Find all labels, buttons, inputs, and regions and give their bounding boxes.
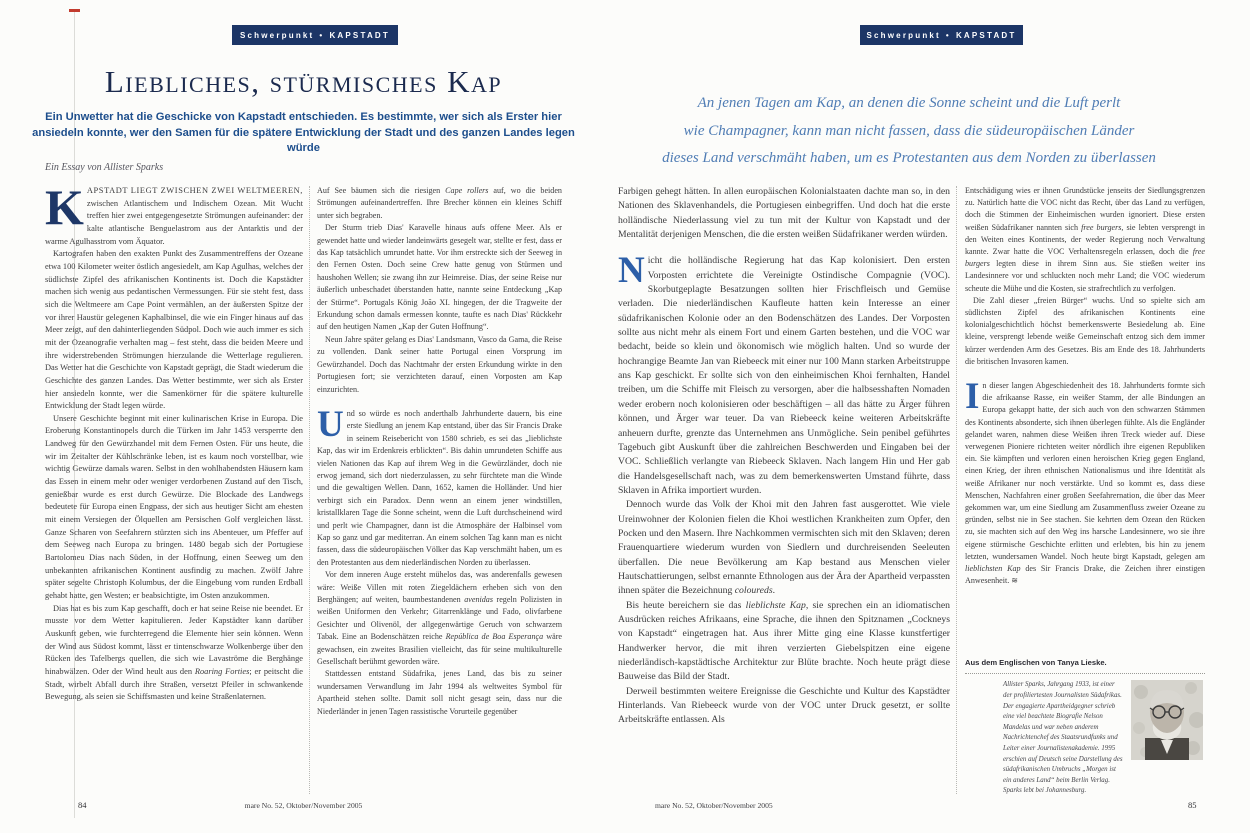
paragraph: Der Sturm trieb Dias' Karavelle hinaus aufs offene Meer. Als er gewendet hatte und wieder landeinwärts gesegelt war, stellte er fest, dass er das Kap tatsächlich umrundet hatte. Vor ihm erstreckte sich der Seeweg in den Fernen Osten. Doch seine Crew hatte genug von Stürmen und haushohen Wellen; sie zwang ihn zur Heimreise. Dias, der seine Reise nur äußerlich unbeschadet überstanden hatte, nannte seine Entdeckung „Kap der Stürme“. Portugals König João XI. hingegen, der die Tragweite der Erkundung schon damals ermessen konnte, taufte es nach Dias' Rückkehr auf den heutigen Namen „Kap der Guten Hoffnung“.	[317, 223, 562, 332]
text-line: dieses Land verschmäht haben, um es Protestanten aus dem Norden zu überlassen	[662, 150, 1156, 166]
lead-in-caps: APSTADT LIEGT ZWISCHEN ZWEI WELTMEEREN,	[86, 186, 303, 195]
paragraph: Neun Jahre später gelang es Dias' Landsmann, Vasco da Gama, die Reise zu vollenden. Dank seiner hatte Portugal einen Vorsprung im Gewürzhandel. Doch das Nachtmahr der ersten Erkundung wirkte in den Portugiesen fort; sie verzichteten darauf, einen Vorposten am Kap einzurichten.	[317, 334, 562, 394]
author-bio-text: Allister Sparks, Jahrgang 1933, ist einer der profiliertesten Journalisten Südafrikas. Der engagierte Apartheidgegner schrieb eine viel beachtete Biografie Nelson Mandelas und war neben anderem Nachrichtenchef des Staatsrundfunks und Leiter einer Journalistenakademie. 1995 erschien auf Deutsch seine Darstellung des südafrikanischen Umbruchs „Morgen ist ein anderes Land“ beim Berlin Verlag. Sparks lebt bei Johannesburg.	[1003, 681, 1123, 795]
author-photo	[1131, 680, 1203, 760]
paragraph: Die Zahl dieser „freien Bürger“ wuchs. Und so spielte sich am südlichsten Zipfel des afrikanischen Kontinents eine kolonialgeschichtlich höchst bemerkenswerte Besiedelung ab. Eine kleine, versprengt lebende weiße Gemeinschaft entzog sich dem immer kürzer werdenden Arm des Gesetzes. Bis am Ende des 18. Jahrhunderts die britischen Invasoren kamen.	[965, 295, 1205, 366]
right-page-column-2	[965, 185, 1205, 797]
bio-divider-rule	[965, 673, 1205, 674]
section-chip-pre: Schwerpunkt	[239, 30, 315, 40]
text-line: Ein Unwetter hat die Geschicke von Kapstadt entschieden. Es bestimmte, wer sich als Erster hier	[45, 111, 562, 123]
translation-credit: Aus dem Englischen von Tanya Lieske.	[965, 658, 1107, 668]
paragraph: Auf See bäumen sich die riesigen Cape rollers auf, wo die beiden Strömungen aufeinandertreffen. Ihre Brecher können ein kleines Schiff unter sich begraben.	[317, 186, 562, 220]
paragraph: Derweil bestimmten weitere Ereignisse die Geschichte und Kultur des Kapstädter Hinterlands. Van Riebeeck wurde von der VOC unter Druck gesetzt, er sollte Arbeitskräfte entlassen. Als	[618, 685, 950, 726]
author-bio-block	[965, 680, 1205, 797]
paragraph: Entschädigung wies er ihnen Grundstücke jenseits der Siedlungsgrenzen zu. Natürlich hatte die VOC nicht das Recht, über das Land zu verfügen, doch die Stimmen der Einheimischen wurden ignoriert. Diese ersten weißen Südafrikaner nannten sich free burgers, sie lebten versprengt in den Weiten eines Kontinents, der weder Regierung noch Verwaltung kannte. Zwar hatte die VOC Verhaltensregeln erlassen, doch die free burgers legten diese in ihrem Sinn aus. Sie stießen weiter ins Landesinnere vor und schluckten noch mehr Land; die VOC wiederum scheute die Mühe und die Kosten, sie strafrechtlich zu verfolgen.	[965, 186, 1205, 293]
article-tail	[965, 657, 1205, 797]
right-page-column-2-text	[965, 185, 1205, 588]
section-chip-pre: Schwerpunkt	[866, 30, 941, 40]
paragraph: In dieser langen Abgeschiedenheit des 18. Jahrhunderts formte sich die afrikaanse Rasse, ein weißer Stamm, der alle Bindungen an Europa gekappt hatte, der sich auch von den schwarzen Stämmen des Kontinents absonderte, sich ihnen überlegen fühlte. Als die Engländer gelandet waren, nahmen diese Weißen ihren Treck wieder auf. Diese verwegenen Pioniere richteten weiter nördlich ihre eigenen Republiken ein. Sie kämpften und verloren einen heroischen Krieg gegen England, einen Krieg, der ihren ethnischen Nationalismus und ihre Identität als weiße Afrikaner nur noch verstärkte. Und so kommt es, dass diese Menschen, Nachfahren einer großen Seefahrernation, die über das Meer gekommen war, um eine Siedlung am Zusammenfluss zweier Ozeane zu gründen, selbst nie in See stachen. Sie kehrten dem Ozean den Rücken zu, sie machten sich auf den Weg ins harsche Landesinnere, wo sie ihre eigene stürmische Geschichte erlitten und erlebten, bis hin zu jenem letzten, wundersamen Wandel. Noch heute birgt Kapstadt, gelegen am lieblichsten Kap des Sir Francis Drake, die Zeichen ihrer einstigen Anwesenheit. ≋	[965, 376, 1205, 586]
section-chip-bullet-icon: •	[319, 30, 325, 40]
footer-left: mare No. 52, Oktober/November 2005	[244, 801, 363, 810]
text-line: würde	[287, 142, 320, 154]
text-line: An jenen Tagen am Kap, an denen die Sonne scheint und die Luft perlt	[697, 95, 1121, 111]
section-chip-name: KAPSTADT	[329, 30, 390, 40]
left-page-column-2	[317, 185, 562, 797]
drop-cap: K	[45, 185, 84, 235]
paragraph: Kartografen haben den exakten Punkt des Zusammentreffens der Ozeane etwa 100 Kilometer weiter östlich angesiedelt, am Kap Agulhas, welches der südlichste Zipfel des afrikanischen Kontinents ist. Doch die Kapstädter machen sich wenig aus pedantischen Vermessungen. Für sie steht fest, dass sich die Weltmeere am Cape Point vermählen, an der äußersten Spitze der vor ihrer Haustür gelegenen Kaphalbinsel, die wie ein Finger hinaus auf das Meer zeigt, auf den dahinterliegenden Südpol. Doch wie auch immer es sich mit der Ozeanografie verhalten mag – fest steht, dass die beiden Meere und ihre widerstrebenden Strömungen hierzulande die Wetterlage regulieren. Das Wetter hat die Geschichte von Kapstadt geprägt, die Stadt wiederum die Geschichte des ganzen Landes. Das Wetter bestimmte, wer sich als Erster hier ansiedeln konnte, wer die Samenkörner für die spätere kulturelle Entwicklung der Stadt legen würde.	[45, 249, 303, 411]
pull-quote	[620, 90, 1198, 173]
paragraph: Unsere Geschichte beginnt mit einer kulinarischen Krise in Europa. Die Eroberung Konstantinopels durch die Türken im Jahr 1453 versperrte den Landweg für den Gewürzhandel mit dem Fernen Osten. Für uns heute, die wir im Zeitalter der Kühlschränke leben, ist es kaum noch vorstellbar, wie wichtig Gewürze damals waren. Selbst in den wohlhabendsten Häusern kam das Essen in einem mehr oder weniger verdorbenen Zustand auf den Tisch, genießbar wurde es erst durch Gewürze. Die Blockade des Landwegs bedeutete für Europa einen Engpass, der sich aus heutiger Sicht am ehesten mit einem Versiegen der Ölquellen am Persischen Golf vergleichen lässt. Ganze Scharen von Seefahrern stürzten sich ins Abenteuer, um Pfeffer auf dem Seeweg nach Europa zu bringen. 1480 begab sich der Portugiese Bartolomeu Dias nach Süden, in der Hoffnung, einen Seeweg um den unbekannten afrikanischen Kontinent ausfindig zu machen. Zwölf Jahre später segelte Christoph Kolumbus, der die Eingebung vom runden Erdball gehabt hatte, gen Westen; er beabsichtigte, im Osten anzukommen.	[45, 413, 303, 600]
paragraph: Farbigen gehegt hätten. In allen europäischen Kolonialstaaten dachte man so, in den Nationen des Sklavenhandels, die Portugiesen einbegriffen. Und doch hat die erste holländische Niederlassung viel zu tun mit der Kultur von Kapstadt und der Mentalität derjenigen Menschen, die die ersten weißen Südafrikaner werden würden.	[618, 186, 950, 241]
column-divider-left-page	[309, 186, 310, 794]
page-number-left: 84	[78, 800, 87, 810]
section-chip-right	[860, 25, 1023, 45]
footer-right: mare No. 52, Oktober/November 2005	[655, 801, 773, 810]
registration-mark	[69, 9, 80, 12]
paragraph: Stattdessen entstand Südafrika, jenes Land, das bis zu seiner wundersamen Verwandlung im Jahr 1994 als weltweites Symbol für Apartheid stehen sollte. Damit soll nicht gesagt sein, dass nur die Niederländer in jenen Tagen rassistische Vorurteile gegenüber	[317, 669, 562, 716]
paragraph: Bis heute bereichern sie das lieblichste Kap, sie sprechen ein an idiomatischen Ausdrücken reiches Afrikaans, eine Sprache, die ihnen den Spitznamen „Cockneys von Kapstadt“ eingetragen hat. Aus ihrer Mitte ging eine Klasse kunstfertiger Handwerker hervor, die mit ihren verzierten Giebelspitzen eine eigene niederländisch-kapstädtische Architektur zur Blüte brachte. Noch heute prägt diese Bauweise das Bild der Stadt.	[618, 599, 950, 683]
section-chip-bullet-icon: •	[945, 30, 951, 40]
page-number-right: 85	[1188, 800, 1197, 810]
section-chip-name: KAPSTADT	[955, 30, 1017, 40]
column-divider-right-page	[956, 186, 957, 794]
paragraph: Dennoch wurde das Volk der Khoi mit den Jahren fast ausgerottet. Wie viele Ureinwohner der Kolonien fielen die Khoi westlichen Krankheiten zum Opfer, den Pocken und den Masern. Ihre Nachkommen vermischten sich mit den Sklaven; deren Frauenquartiere wiederum wurden von Siedlern und durchreisenden Seeleuten überfallen. Die neue Bevölkerung am Kap bestand aus Menschen vieler Hautschattierungen, selbst ernannte Ethnologen aus der Ära der Apartheid verpassten ihnen später die Bezeichnung coloureds.	[618, 499, 950, 597]
article-title: Liebliches, stürmisches Kap	[104, 64, 503, 99]
left-page-column-1	[45, 185, 303, 797]
paragraph: Vor dem inneren Auge ersteht mühelos das, was anderenfalls gewesen wäre: Weiße Villen mit roten Ziegeldächern erheben sich von den Berghängen; auf weiten, baumbestandenen avenidas regeln Polizisten in weißen Uniformen den Verkehr; Gitarrenklänge und Fado, olivfarbene Gesichter und Olivenöl, der allgegenwärtige Geruch von schwarzem Tabak. Eine an Bodenschätzen reiche República de Boa Esperança wäre gewachsen, ein zweites Brasilien vielleicht, das für seine multikulturelle Gesellschaft berühmt geworden wäre.	[317, 570, 562, 667]
article-byline: Ein Essay von Allister Sparks	[45, 162, 164, 173]
text-line: ansiedeln konnte, wer den Samen für die spätere Entwicklung der Stadt und des ganzen Landes legen	[32, 126, 575, 139]
right-page-column-1	[618, 185, 950, 797]
drop-cap: N	[618, 250, 645, 292]
paragraph: Nicht die holländische Regierung hat das Kap kolonisiert. Den ersten Vorposten errichtete die Vereinigte Ostindische Compagnie (VOC). Skorbutgeplagte Besatzungen sollten hier Frischfleisch und Gemüse verladen. Die niederländischen Kaufleute hatten kein Interesse an einer südafrikanischen Kolonie oder an den Bodenschätzen des Landes. Der Vorposten sollte aus nicht mehr als einem Fort und einem Garten bestehen, und die VOC war bedacht, beide so klein und ökonomisch wie möglich halten. Und so wurde der hochrangige Beamte Jan van Riebeeck mit einer nur 100 Mann starken Arbeitstruppe ans Kap geschickt. Er sollte sich von den einheimischen Khoi fernhalten, Handel treiben, um die Schiffe mit Fleisch zu versorgen, aber die halbsesshaften Nomaden weder erobern noch kolonisieren oder beschäftigen – all das hätte zu Ärger führen können, und Ärger war teuer. Da van Riebeeck keine weiteren Arbeitskräfte anheuern durfte, grenzte das Unternehmen ans Unmögliche. Sein penibel geführtes Tagebuch gibt Auskunft über die zahlreichen Beschwerden und Eingaben bei der VOC. Schließlich verlangte van Riebeeck Sklaven. Nach langem Hin und Her gab die Handelsgesellschaft nach, was zu dem bemerkenswerten Umstand führte, dass Sklaven in Afrika importiert wurden.	[618, 250, 950, 496]
paragraph: Dias hat es bis zum Kap geschafft, doch er hat seine Reise nie beendet. Er musste vor dem Wetter kapitulieren. Jeder Kapstädter kann darüber Auskunft geben, wie furchterregend die Elemente hier sein können. Wenn der Wind aus Südost kommt, lässt er tintenschwarze Wolkenberge über den Rücken des Tafelbergs quellen, die sich wie Lavaströme die Berghänge hinabwälzen. Oder der Wind heult aus den Roaring Forties; er peitscht die Stadt, wirbelt Abfall durch ihre Straßen, versetzt Pfeiler in schwankende Bewegung, als seien sie Schiffsmasten und keine Straßenlaternen.	[45, 603, 303, 702]
drop-cap: I	[965, 376, 980, 418]
paragraph: Und so würde es noch anderthalb Jahrhunderte dauern, bis eine erste Siedlung an jenem Kap entstand, über das Sir Francis Drake in seinem Reisebericht von 1580 schrieb, es sei das „lieblichste Kap, das wir im Erdenkreis erblickten“. Bis dahin umrundeten Schiffe aus vielen Nationen das Kap auf ihrem Weg in die Gewürzländer, doch nie erwog jemand, sich dort niederzulassen, zu sehr fürchtete man die Winde und die gewaltigen Wellen. Dann, 1652, kamen die Holländer. Und hier verbirgt sich ein Paradox. Denn wenn an einem jener windstillen, kristallklaren Tage die Sonne scheint, wenn die Luft durchscheinend wird und perlt wie Champagner, dann ist die Atmosphäre der Halbinsel vom Kap so ganz und gar mediterran. An einem solchen Tag kann man es nicht fassen, dass die südeuropäischen Völker das Kap verschmäht haben, um es den Protestanten aus dem niederländischen Norden zu überlassen.	[317, 403, 562, 567]
text-line: wie Champagner, kann man nicht fassen, dass die südeuropäischen Länder	[683, 122, 1135, 139]
section-chip-left	[232, 25, 398, 45]
article-subtitle	[25, 110, 582, 157]
paragraph: KAPSTADT LIEGT ZWISCHEN ZWEI WELTMEEREN, zwischen Atlantischem und Indischem Ozean. Mit Wucht treffen hier zwei entgegengesetzte Strömungen aufeinander: der kalte atlantische Benguelastrom aus der Antarktis und der warme Agulhasstrom vom Äquator.	[45, 185, 303, 246]
drop-cap: U	[317, 403, 344, 445]
